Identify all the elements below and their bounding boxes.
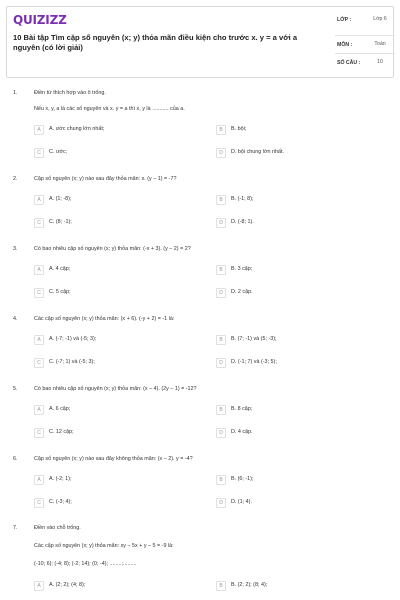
option-text: B. (2; 2); (8; 4); bbox=[231, 582, 268, 588]
option-letter: A bbox=[34, 405, 44, 415]
question-number: 6. bbox=[13, 456, 18, 462]
class-label: LỚP : bbox=[337, 17, 352, 23]
question-text-line: (-10; 6); (-4; 8); (-2; 14); (0; -4); ........;......... bbox=[34, 561, 137, 567]
option-text: A. (2; 2); (4; 8); bbox=[49, 582, 86, 588]
option-letter: B bbox=[216, 125, 226, 135]
option-text: A. 6 cặp; bbox=[49, 406, 71, 412]
question-text-line: Nếu x, y, a là các số nguyên và x. y = a thì x, y là ........... của a. bbox=[34, 106, 185, 112]
question-number: 1. bbox=[13, 90, 18, 96]
worksheet-header bbox=[6, 6, 394, 78]
option-letter: D bbox=[216, 148, 226, 158]
option-letter: A bbox=[34, 125, 44, 135]
option-letter: C bbox=[34, 218, 44, 228]
option-text: D. bội chung lớn nhất. bbox=[231, 149, 284, 155]
question-text: Các cặp số nguyên (x; y) thỏa mãn: (x + 6). (-y + 2) = -1 là: bbox=[34, 316, 175, 322]
option-text: D. (1; 4). bbox=[231, 499, 252, 505]
option-text: A. 4 cặp; bbox=[49, 266, 71, 272]
question-number: 7. bbox=[13, 525, 18, 531]
question-text-line: Các cặp số nguyên (x; y) thỏa mãn: xy – 5x + y – 5 = -9 là: bbox=[34, 543, 174, 549]
option-text: B. (-1; 8); bbox=[231, 196, 254, 202]
question-number: 4. bbox=[13, 316, 18, 322]
option-text: D. (-8; 1). bbox=[231, 219, 254, 225]
question-number: 5. bbox=[13, 386, 18, 392]
option-letter: C bbox=[34, 288, 44, 298]
option-text: D. 2 cặp. bbox=[231, 289, 253, 295]
option-text: C. 12 cặp; bbox=[49, 429, 74, 435]
option-letter: A bbox=[34, 475, 44, 485]
question-count-label: SỐ CÂU : bbox=[337, 60, 361, 66]
option-text: A. (-7; -1) và (-5; 3); bbox=[49, 336, 97, 342]
question-number: 2. bbox=[13, 176, 18, 182]
question-text: Điền vào chỗ trống. bbox=[34, 525, 81, 531]
option-letter: B bbox=[216, 581, 226, 591]
question-count-value: 10 bbox=[377, 59, 383, 65]
option-text: B. 3 cặp; bbox=[231, 266, 253, 272]
option-text: D. 4 cặp. bbox=[231, 429, 253, 435]
option-letter: A bbox=[34, 335, 44, 345]
question-text: Có bao nhiêu cặp số nguyên (x; y) thỏa mãn: (-x + 3). (y – 2) = 2? bbox=[34, 246, 191, 252]
option-letter: C bbox=[34, 148, 44, 158]
option-text: D. (-1; 7) và (-3; 5); bbox=[231, 359, 277, 365]
question-text: Cặp số nguyên (x; y) nào sau đây thỏa mãn: x. (y – 1) = -7? bbox=[34, 176, 177, 182]
option-text: B. (7; -1) và (5; -3); bbox=[231, 336, 277, 342]
question-text: Có bao nhiêu cặp số nguyên (x; y) thỏa mãn: (x – 4). (2y – 1) = -12? bbox=[34, 386, 197, 392]
question-text: Điền từ thích hợp vào ô trống. bbox=[34, 90, 106, 96]
option-text: B. 8 cặp; bbox=[231, 406, 253, 412]
option-text: C. (-7; 1) và (-5; 3); bbox=[49, 359, 95, 365]
subject-value: Toán bbox=[374, 41, 386, 47]
option-text: C. ước; bbox=[49, 149, 68, 155]
option-letter: D bbox=[216, 288, 226, 298]
option-letter: D bbox=[216, 428, 226, 438]
option-letter: C bbox=[34, 498, 44, 508]
option-letter: C bbox=[34, 358, 44, 368]
option-letter: A bbox=[34, 265, 44, 275]
option-letter: A bbox=[34, 195, 44, 205]
question-text: Cặp số nguyên (x; y) nào sau đây không thỏa mãn: (x – 2). y = -4? bbox=[34, 456, 193, 462]
option-letter: B bbox=[216, 335, 226, 345]
worksheet-title: 10 Bài tập Tìm cặp số nguyên (x; y) thỏa mãn điều kiện cho trước x. y = a với a nguyên (có lời giải) bbox=[13, 33, 298, 52]
option-text: C. (8; -1); bbox=[49, 219, 72, 225]
option-letter: B bbox=[216, 475, 226, 485]
option-letter: A bbox=[34, 581, 44, 591]
quizizz-logo: QUIZIZZ bbox=[13, 13, 67, 27]
option-letter: D bbox=[216, 358, 226, 368]
class-value: Lớp 6 bbox=[373, 16, 387, 22]
option-text: B. (6; -1); bbox=[231, 476, 254, 482]
option-text: A. ước chung lớn nhất; bbox=[49, 126, 105, 132]
option-letter: B bbox=[216, 265, 226, 275]
divider bbox=[335, 53, 395, 54]
subject-label: MÔN : bbox=[337, 42, 353, 48]
option-text: A. (1; -8); bbox=[49, 196, 72, 202]
divider bbox=[335, 35, 395, 36]
option-text: C. 5 cặp; bbox=[49, 289, 71, 295]
question-number: 3. bbox=[13, 246, 18, 252]
option-text: B. bội; bbox=[231, 126, 247, 132]
option-text: C. (-3; 4); bbox=[49, 499, 72, 505]
option-letter: C bbox=[34, 428, 44, 438]
option-letter: B bbox=[216, 195, 226, 205]
option-letter: D bbox=[216, 498, 226, 508]
option-letter: D bbox=[216, 218, 226, 228]
option-text: A. (-2; 1); bbox=[49, 476, 72, 482]
option-letter: B bbox=[216, 405, 226, 415]
